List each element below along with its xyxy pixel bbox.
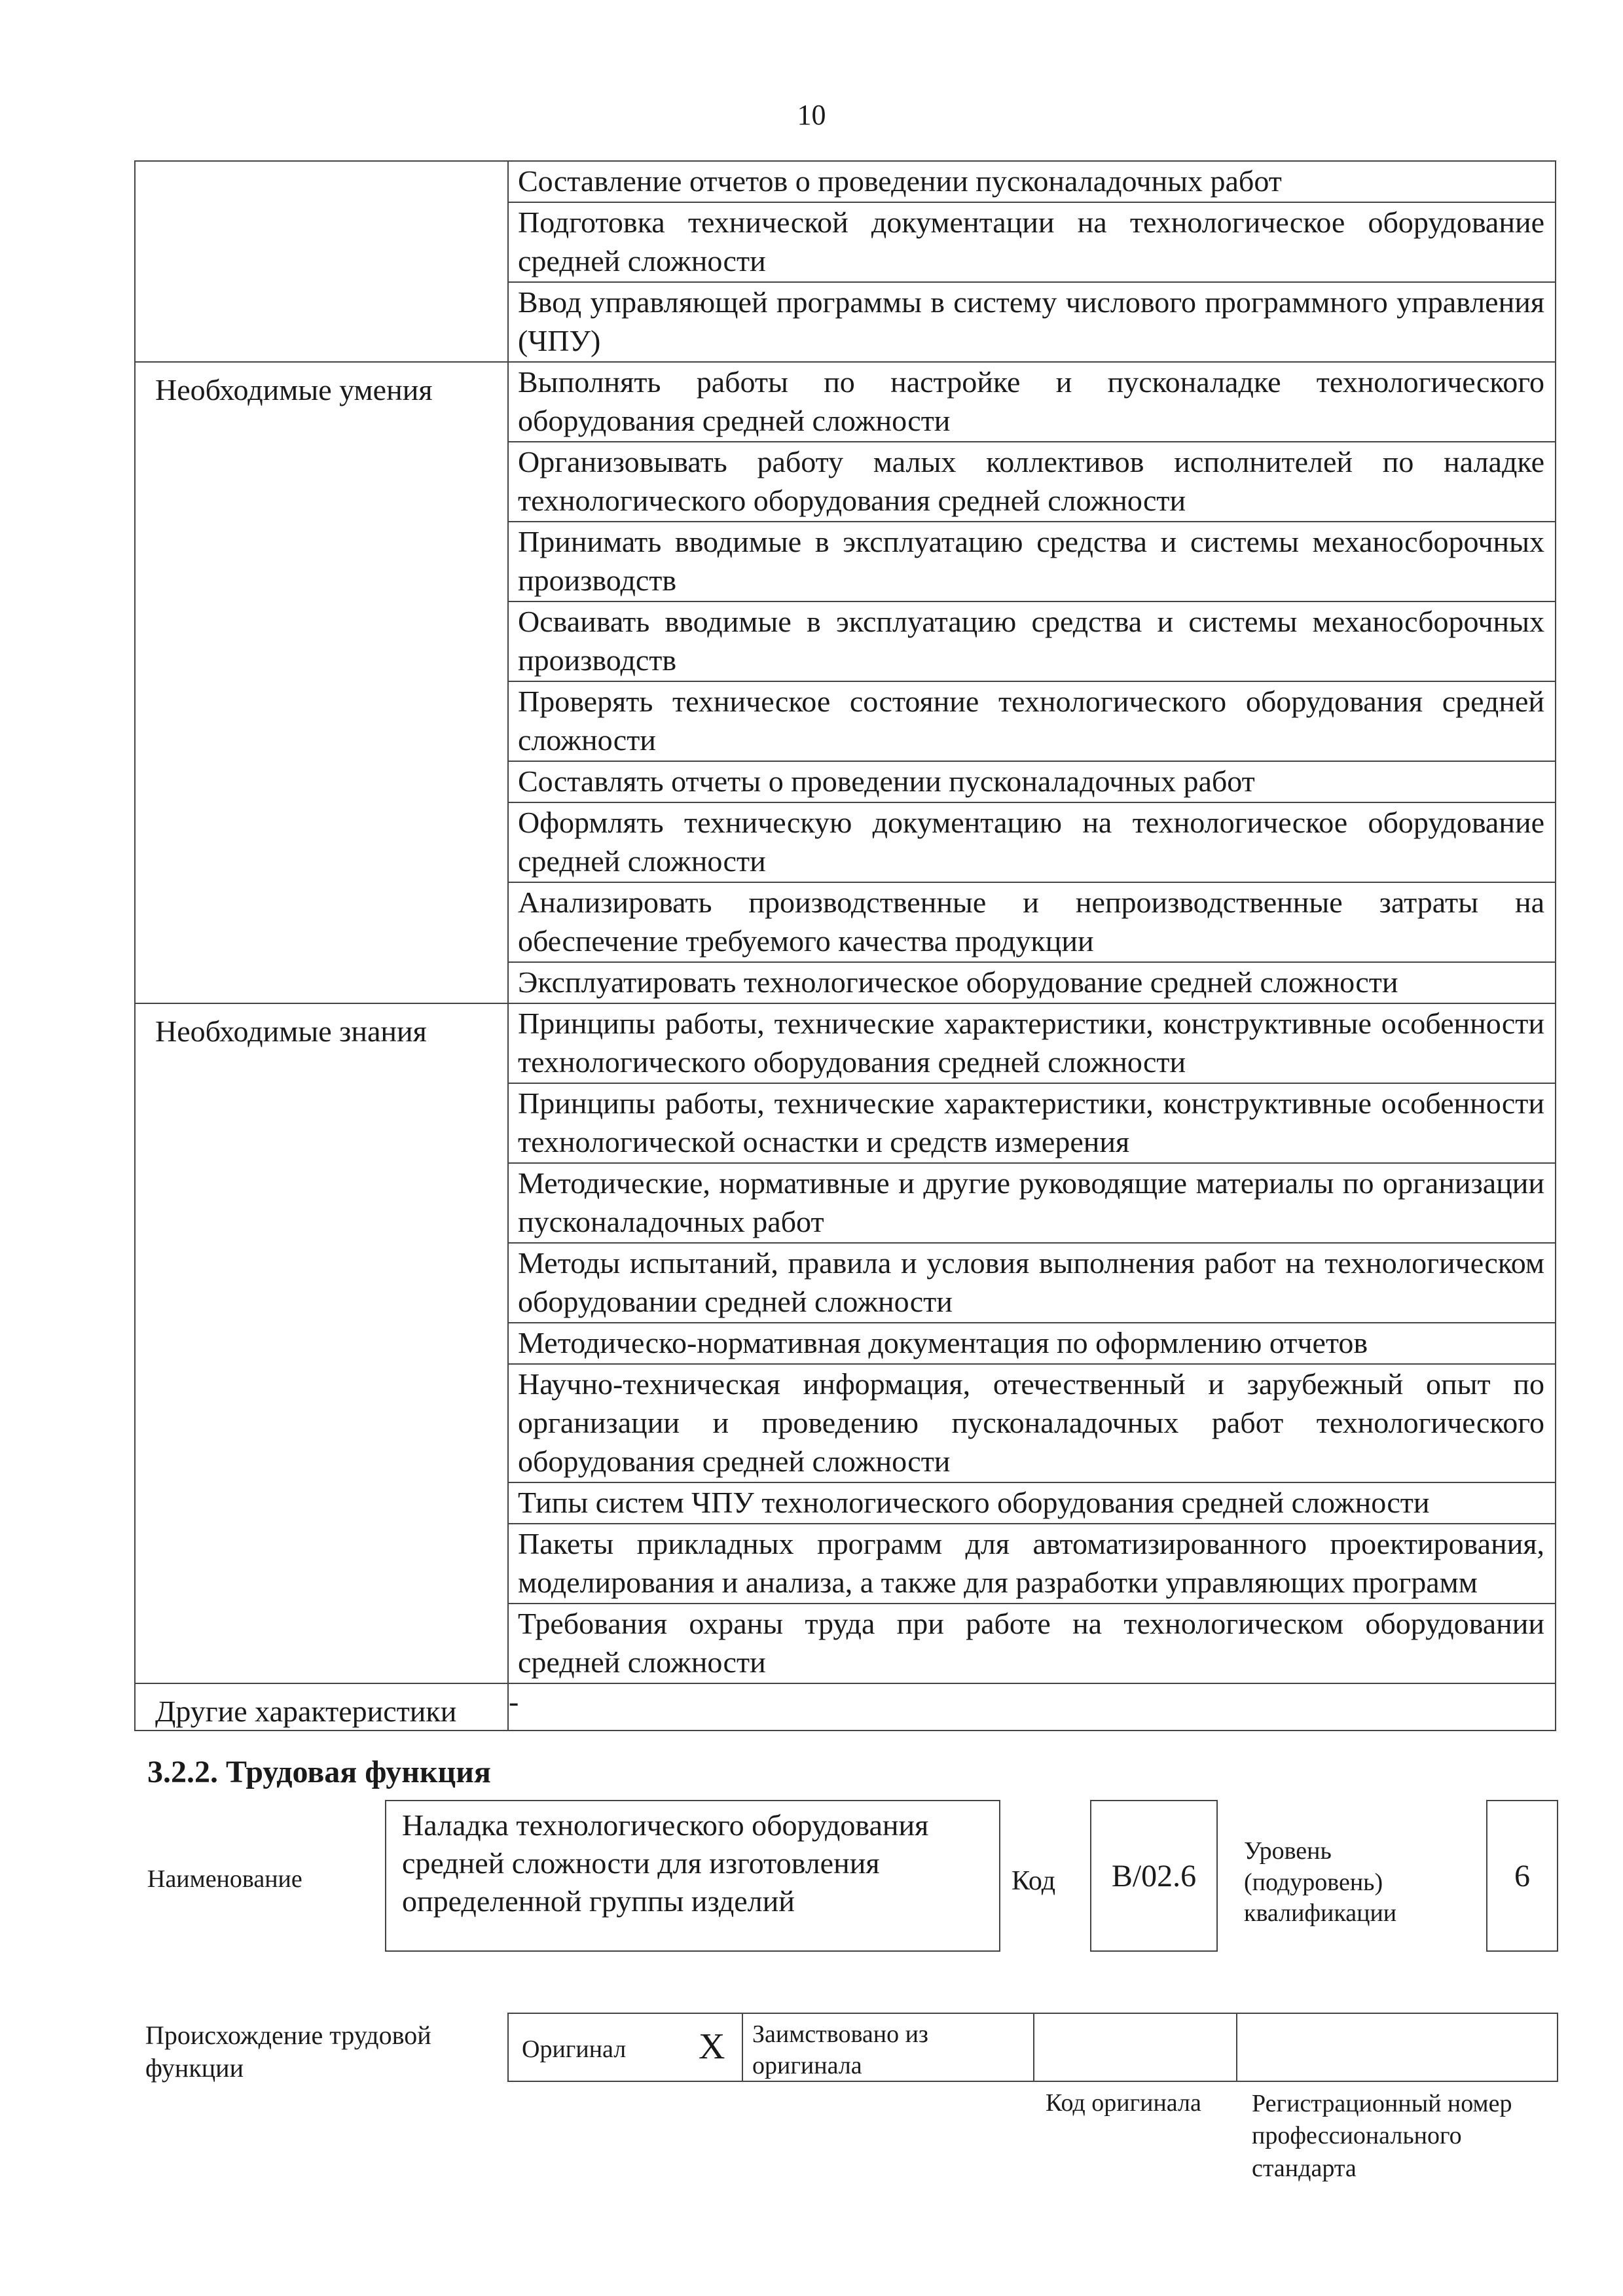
list-item: Научно-техническая информация, отечественный и зарубежный опыт по организации и проведению пусконаладочных работ технологического оборудования средней сложности bbox=[509, 1365, 1555, 1483]
level-label: Уровень (подуровень) квалификации bbox=[1244, 1837, 1397, 1927]
origin-table bbox=[507, 2013, 1558, 2082]
list-item: Принципы работы, технические характеристики, конструктивные особенности технологической оснастки и средств измерения bbox=[509, 1084, 1555, 1164]
code-label: Код bbox=[1012, 1866, 1056, 1896]
list-item: Ввод управляющей программы в систему числового программного управления (ЧПУ) bbox=[518, 285, 1544, 357]
skills-row bbox=[135, 362, 1556, 1003]
other-value: - bbox=[508, 1683, 1556, 1731]
reg-number-label: Регистрационный номер профессионального стандарта bbox=[1252, 2090, 1512, 2182]
code-original-cell bbox=[1034, 2014, 1237, 2081]
name-label: Наименование bbox=[147, 1865, 302, 1893]
list-item: Анализировать производственные и непроизводственные затраты на обеспечение требуемого качества продукции bbox=[509, 883, 1555, 963]
borrowed-label: Заимствовано из оригинала bbox=[752, 2020, 928, 2079]
list-item: Составление отчетов о проведении пусконаладочных работ bbox=[509, 162, 1555, 203]
other-label: Другие характеристики bbox=[135, 1683, 508, 1731]
original-mark: X bbox=[699, 2026, 725, 2067]
reg-number-cell bbox=[1237, 2014, 1557, 2081]
list-item: Выполнять работы по настройке и пусконаладке технологического оборудования средней сложности bbox=[509, 363, 1555, 442]
competency-table bbox=[134, 160, 1556, 1731]
list-item: Подготовка технической документации на технологическое оборудование средней сложности bbox=[509, 203, 1555, 283]
list-item: Типы систем ЧПУ технологического оборудования средней сложности bbox=[509, 1483, 1555, 1524]
continuation-items-cell bbox=[508, 161, 1556, 362]
page-number: 10 bbox=[797, 99, 826, 131]
borrowed-cell bbox=[743, 2014, 1034, 2081]
list-item: Пакеты прикладных программ для автоматизированного проектирования, моделирования и анализа, а также для разработки управляющих программ bbox=[509, 1524, 1555, 1604]
continuation-row bbox=[135, 161, 1556, 362]
list-item: Принимать вводимые в эксплуатацию средства и системы механосборочных производств bbox=[509, 522, 1555, 602]
skills-items-cell bbox=[508, 362, 1556, 1003]
original-cell bbox=[509, 2014, 743, 2081]
origin-label: Происхождение трудовой функции bbox=[145, 2020, 431, 2083]
list-item: Эксплуатировать технологическое оборудование средней сложности bbox=[518, 965, 1398, 999]
list-item: Организовывать работу малых коллективов исполнителей по наладке технологического оборудования средней сложности bbox=[509, 442, 1555, 522]
list-item: Принципы работы, технические характеристики, конструктивные особенности технологического оборудования средней сложности bbox=[509, 1004, 1555, 1084]
list-item: Методические, нормативные и другие руководящие материалы по организации пусконаладочных работ bbox=[509, 1164, 1555, 1244]
list-item: Методическо-нормативная документация по оформлению отчетов bbox=[509, 1323, 1555, 1365]
code-original-label: Код оригинала bbox=[1046, 2089, 1201, 2117]
name-value: Наладка технологического оборудования средней сложности для изготовления определенной группы изделий bbox=[385, 1800, 1000, 1952]
knowledge-items-cell bbox=[508, 1003, 1556, 1683]
list-item: Составлять отчеты о проведении пусконаладочных работ bbox=[509, 762, 1555, 803]
continuation-label-cell bbox=[135, 161, 508, 362]
list-item: Требования охраны труда при работе на технологическом оборудовании средней сложности bbox=[518, 1607, 1544, 1679]
list-item: Осваивать вводимые в эксплуатацию средства и системы механосборочных производств bbox=[509, 602, 1555, 682]
list-item: Проверять техническое состояние технологического оборудования средней сложности bbox=[509, 682, 1555, 762]
section-title: 3.2.2. Трудовая функция bbox=[147, 1755, 491, 1789]
code-value: B/02.6 bbox=[1090, 1800, 1218, 1952]
knowledge-row bbox=[135, 1003, 1556, 1683]
level-value: 6 bbox=[1486, 1800, 1558, 1952]
list-item: Методы испытаний, правила и условия выполнения работ на технологическом оборудовании средней сложности bbox=[509, 1244, 1555, 1323]
original-label: Оригинал bbox=[522, 2036, 627, 2063]
skills-label: Необходимые умения bbox=[135, 362, 508, 1003]
knowledge-label: Необходимые знания bbox=[135, 1003, 508, 1683]
other-row bbox=[135, 1683, 1556, 1731]
list-item: Оформлять техническую документацию на технологическое оборудование средней сложности bbox=[509, 803, 1555, 883]
